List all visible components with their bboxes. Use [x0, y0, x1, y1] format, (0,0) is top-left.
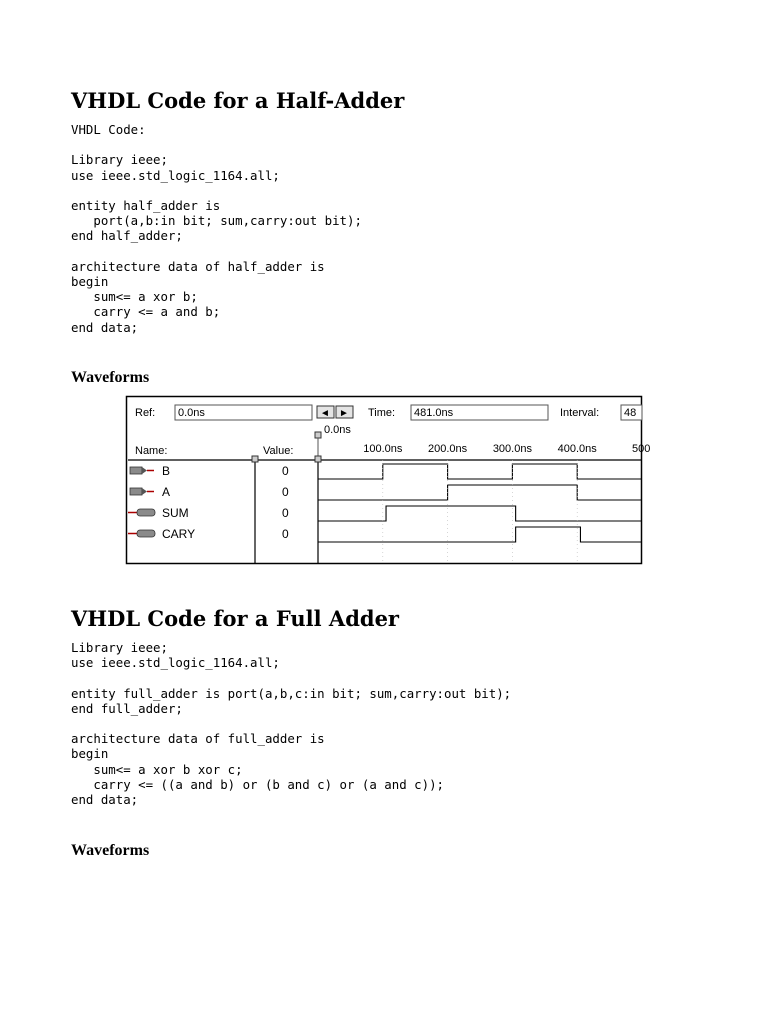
cursor-time-label: 0.0ns — [324, 424, 351, 436]
half-adder-code: VHDL Code: Library ieee; use ieee.std_logic_1164.all; entity half_adder is port(a,b:in bit; sum,carry:out bit); end half_adder; architecture data of half_adder is begin sum<= a xor b; carry <= a and b; end data; — [71, 122, 362, 335]
cursor-marker-handle[interactable] — [315, 432, 321, 438]
interval-value: 48 — [624, 407, 637, 419]
full-adder-title: VHDL Code for a Full Adder — [71, 606, 399, 631]
signal-name: CARY — [162, 527, 196, 541]
time-label: Time: — [368, 407, 396, 419]
time-tick-label: 200.0ns — [428, 443, 468, 455]
time-tick-label: 500 — [632, 443, 651, 455]
full-adder-code: Library ieee; use ieee.std_logic_1164.all; entity full_adder is port(a,b,c:in bit; sum,carry:out bit); end full_adder; architecture data of full_adder is begin sum<= a xor b xor c; carry <= ((a and b) or (b and c) or (a and c)); end data; — [71, 640, 512, 808]
time-value: 481.0ns — [414, 407, 454, 419]
arrow-right-icon: ► — [339, 408, 349, 419]
ref-label: Ref: — [135, 407, 156, 419]
full-adder-waveforms-heading: Waveforms — [71, 842, 150, 859]
name-header: Name: — [135, 445, 168, 457]
time-tick-label: 400.0ns — [557, 443, 597, 455]
signal-value: 0 — [282, 485, 289, 499]
ref-value: 0.0ns — [178, 407, 205, 419]
signal-name: B — [162, 464, 171, 478]
waveform-frame — [127, 397, 642, 564]
signal-name: A — [162, 485, 171, 499]
name-pane-resize-handle[interactable] — [252, 456, 258, 462]
time-tick-label: 100.0ns — [363, 443, 403, 455]
signal-name: SUM — [162, 506, 189, 520]
half-adder-title: VHDL Code for a Half-Adder — [71, 88, 405, 113]
waveform-viewer — [126, 396, 651, 564]
value-header: Value: — [263, 445, 294, 457]
signal-value: 0 — [282, 527, 289, 541]
signal-value: 0 — [282, 464, 289, 478]
arrow-left-icon: ◄ — [320, 408, 330, 419]
half-adder-waveforms-heading: Waveforms — [71, 369, 150, 386]
interval-label: Interval: — [560, 407, 600, 419]
time-tick-label: 300.0ns — [492, 443, 532, 455]
signal-value: 0 — [282, 506, 289, 520]
value-pane-resize-handle[interactable] — [315, 456, 321, 462]
